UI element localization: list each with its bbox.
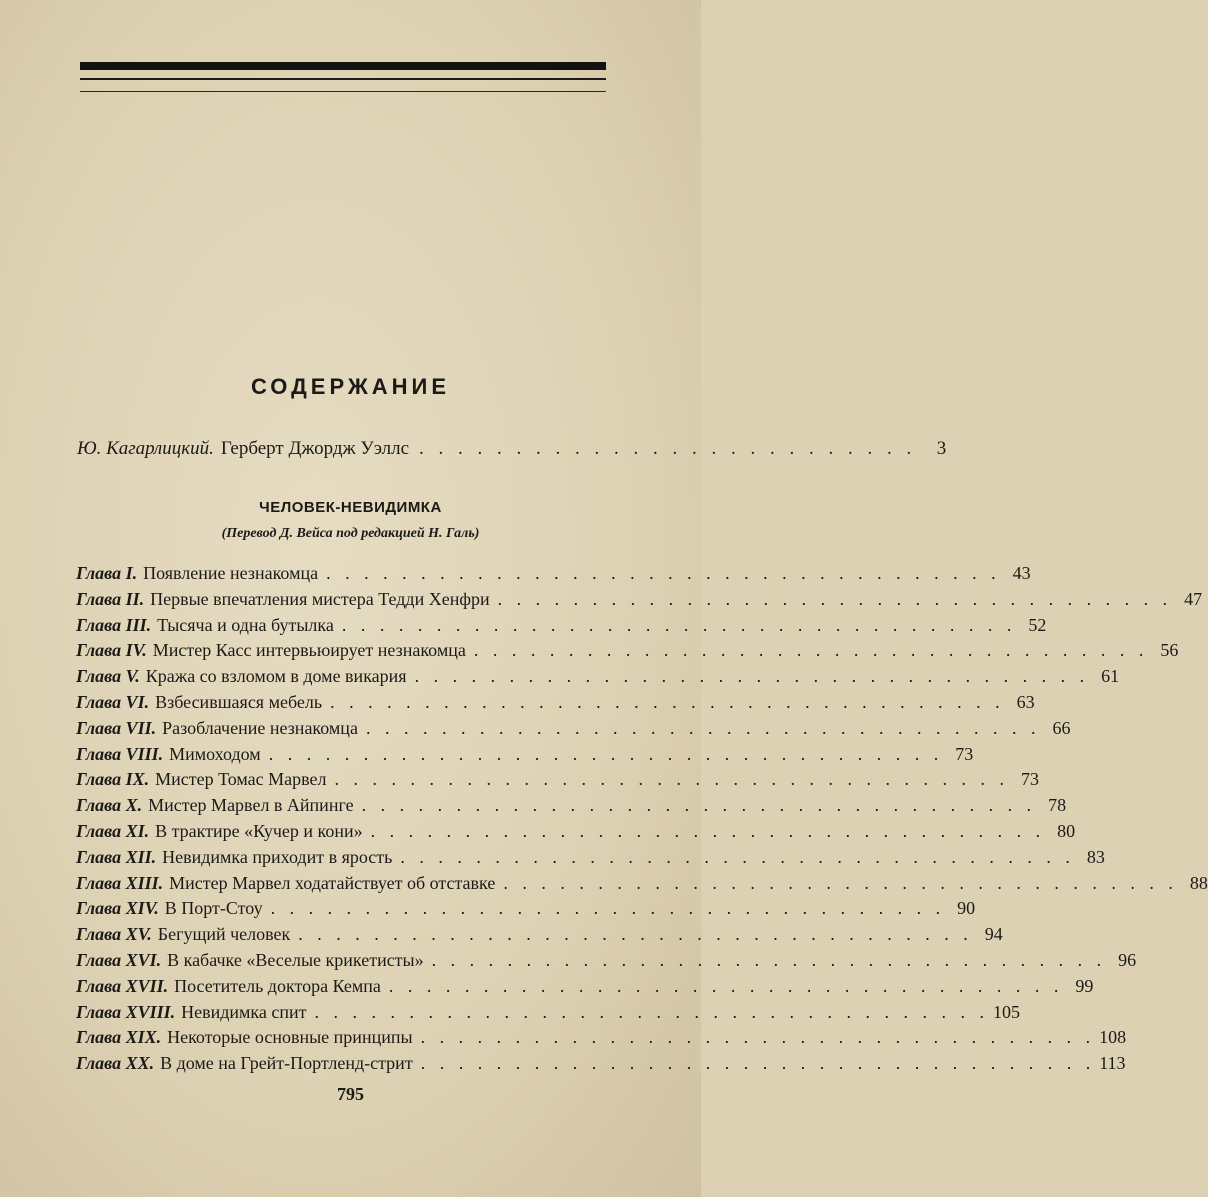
- chapter-label: Глава III.: [76, 614, 152, 635]
- chapter-label: Глава XIII.: [76, 872, 164, 893]
- chapter-title: Тысяча и одна бутылка: [157, 614, 334, 635]
- toc-entry[interactable]: [76, 974, 1094, 1000]
- chapter-page: 80: [1057, 820, 1076, 841]
- intro-page: 3: [936, 438, 947, 459]
- toc-entry[interactable]: [76, 845, 1105, 871]
- chapter-label: Глава XV.: [76, 924, 152, 945]
- chapter-label: Глава XVI.: [76, 949, 162, 970]
- header-rule-thick: [80, 62, 606, 70]
- toc-entry[interactable]: [76, 587, 1203, 613]
- leader-dots: . . . . . . . . . . . . . . . . . . . . . . . . . . . . . . . . . . . .: [473, 640, 1149, 661]
- toc-entry[interactable]: [76, 1051, 1126, 1077]
- toc-entry[interactable]: [76, 716, 1071, 742]
- chapter-label: Глава XVII.: [76, 975, 169, 996]
- chapter-title: Некоторые основные принципы: [167, 1027, 413, 1048]
- leader-dots: . . . . . . . . . . . . . . . . . . . . . . . . . . . . . . . . . . . .: [334, 769, 1009, 790]
- leader-dots: . . . . . . . . . . . . . . . . . . . . . . . . . . . . . . . . . . . .: [268, 743, 944, 764]
- chapter-title: Мистер Томас Марвел: [155, 769, 327, 790]
- leader-dots: . . . . . . . . . . . . . . . . . . . . . . . . . .: [419, 438, 917, 459]
- chapter-title: Взбесившаяся мебель: [155, 691, 323, 712]
- chapter-label: Глава XI.: [76, 820, 150, 841]
- section-title: ЧЕЛОВЕК-НЕВИДИМКА: [259, 499, 442, 516]
- chapter-title: Мистер Касс интервьюирует незнакомца: [152, 640, 466, 661]
- chapter-title: Посетитель доктора Кемпа: [174, 975, 381, 996]
- chapter-page: 47: [1184, 588, 1203, 609]
- chapter-title: Кража со взломом в доме викария: [145, 666, 407, 687]
- chapter-title: В трактире «Кучер и кони»: [155, 820, 363, 841]
- chapter-title: В кабачке «Веселые крикетисты»: [167, 949, 424, 970]
- leader-dots: . . . . . . . . . . . . . . . . . . . . . . . . . . . . . . . . . . . .: [414, 666, 1090, 687]
- chapter-title: Появление незнакомца: [143, 563, 319, 583]
- leader-dots: . . . . . . . . . . . . . . . . . . . . . . . . . . . . . . . . . . . .: [370, 820, 1046, 841]
- intro-author: Ю. Кагарлицкий.: [77, 438, 214, 459]
- toc-entry[interactable]: [76, 871, 1208, 897]
- toc-entry[interactable]: [76, 1000, 1020, 1026]
- chapter-page: 96: [1118, 949, 1137, 970]
- toc-entry[interactable]: [76, 613, 1047, 639]
- leader-dots: . . . . . . . . . . . . . . . . . . . . . . . . . . . . . . . . . . . .: [314, 1001, 989, 1022]
- chapter-page: 66: [1052, 717, 1071, 738]
- chapter-label: Глава XIV.: [76, 898, 159, 919]
- intro-title: Герберт Джордж Уэллс: [220, 438, 410, 459]
- leader-dots: . . . . . . . . . . . . . . . . . . . . . . . . . . . . . . . . . . . .: [298, 924, 973, 945]
- chapter-label: Глава I.: [76, 563, 138, 583]
- toc-entry[interactable]: [76, 1025, 1127, 1051]
- chapter-label: Глава XX.: [76, 1053, 155, 1074]
- toc-entry[interactable]: [76, 819, 1076, 845]
- toc-entry[interactable]: [76, 690, 1035, 716]
- chapter-page: 73: [955, 743, 974, 764]
- chapter-page: 105: [993, 1001, 1020, 1022]
- leader-dots: . . . . . . . . . . . . . . . . . . . . . . . . . . . . . . . . . . . .: [503, 872, 1178, 893]
- chapter-page: 63: [1016, 691, 1035, 712]
- leader-dots: . . . . . . . . . . . . . . . . . . . . . . . . . . . . . . . . . . . .: [326, 563, 1001, 583]
- chapter-title: Невидимка приходит в ярость: [162, 846, 393, 867]
- page-number: 795: [337, 1084, 364, 1104]
- chapter-label: Глава X.: [76, 795, 143, 816]
- chapter-page: 108: [1099, 1027, 1127, 1048]
- chapter-title: Мимоходом: [169, 743, 261, 764]
- chapter-title: Невидимка спит: [181, 1001, 307, 1022]
- toc-entry[interactable]: [76, 922, 1003, 948]
- chapter-label: Глава XII.: [76, 846, 157, 867]
- chapter-list: [76, 561, 1208, 1077]
- chapter-label: Глава IV.: [76, 640, 147, 661]
- toc-entry[interactable]: [76, 793, 1067, 819]
- leader-dots: . . . . . . . . . . . . . . . . . . . . . . . . . . . . . . . . . . . .: [400, 846, 1075, 867]
- chapter-page: 113: [1099, 1053, 1126, 1074]
- toc-entry[interactable]: [76, 767, 1039, 793]
- intro-entry[interactable]: [77, 438, 947, 460]
- chapter-page: 99: [1075, 975, 1094, 996]
- chapter-title: Первые впечатления мистера Тедди Хенфри: [150, 588, 490, 609]
- chapter-title: В доме на Грейт-Портленд-стрит: [160, 1053, 413, 1074]
- leader-dots: . . . . . . . . . . . . . . . . . . . . . . . . . . . . . . . . . . . .: [330, 691, 1005, 712]
- chapter-page: 61: [1101, 666, 1120, 687]
- toc-entry[interactable]: [76, 664, 1120, 690]
- leader-dots: . . . . . . . . . . . . . . . . . . . . . . . . . . . . . . . . . . . .: [270, 898, 946, 919]
- leader-dots: . . . . . . . . . . . . . . . . . . . . . . . . . . . . . . . . . . . .: [365, 717, 1041, 738]
- chapter-title: Мистер Марвел в Айпинге: [148, 795, 354, 816]
- chapter-page: 56: [1160, 640, 1179, 661]
- chapter-page: 94: [984, 924, 1003, 945]
- chapter-page: 83: [1086, 846, 1105, 867]
- chapter-label: Глава II.: [76, 588, 145, 609]
- leader-dots: . . . . . . . . . . . . . . . . . . . . . . . . . . . . . . . . . . . .: [431, 949, 1107, 970]
- chapter-label: Глава IX.: [76, 769, 150, 790]
- chapter-page: 78: [1048, 795, 1067, 816]
- chapter-page: 73: [1020, 769, 1039, 790]
- chapter-label: Глава XIX.: [76, 1027, 162, 1048]
- chapter-title: Бегущий человек: [157, 924, 291, 945]
- leader-dots: . . . . . . . . . . . . . . . . . . . . . . . . . . . . . . . . . . . .: [497, 588, 1173, 609]
- leader-dots: . . . . . . . . . . . . . . . . . . . . . . . . . . . . . . . . . . . .: [388, 975, 1064, 996]
- leader-dots: . . . . . . . . . . . . . . . . . . . . . . . . . . . . . . . . . . . .: [420, 1053, 1096, 1074]
- chapter-page: 52: [1028, 614, 1047, 635]
- header-rule-thin: [80, 78, 606, 80]
- chapter-label: Глава VI.: [76, 691, 150, 712]
- toc-entry[interactable]: [76, 742, 974, 768]
- chapter-page: 43: [1012, 563, 1031, 583]
- chapter-label: Глава VII.: [76, 717, 157, 738]
- toc-entry[interactable]: [76, 948, 1137, 974]
- chapter-title: Разоблачение незнакомца: [162, 717, 358, 738]
- chapter-title: В Порт-Стоу: [164, 898, 263, 919]
- chapter-label: Глава V.: [76, 666, 140, 687]
- chapter-title: Мистер Марвел ходатайствует об отставке: [169, 872, 496, 893]
- section-subtitle: (Перевод Д. Вейса под редакцией Н. Галь): [221, 526, 480, 541]
- chapter-page: 90: [957, 898, 976, 919]
- toc-entry[interactable]: [76, 638, 1179, 664]
- header-rule-hairline: [80, 91, 606, 92]
- chapter-label: Глава VIII.: [76, 743, 164, 764]
- toc-entry[interactable]: [76, 561, 1031, 587]
- chapter-page: 88: [1189, 872, 1208, 893]
- leader-dots: . . . . . . . . . . . . . . . . . . . . . . . . . . . . . . . . . . . .: [361, 795, 1037, 816]
- chapter-label: Глава XVIII.: [76, 1001, 176, 1022]
- toc-entry[interactable]: [76, 896, 976, 922]
- leader-dots: . . . . . . . . . . . . . . . . . . . . . . . . . . . . . . . . . . . .: [420, 1027, 1096, 1048]
- leader-dots: . . . . . . . . . . . . . . . . . . . . . . . . . . . . . . . . . . . .: [341, 614, 1017, 635]
- contents-heading: СОДЕРЖАНИЕ: [250, 374, 451, 399]
